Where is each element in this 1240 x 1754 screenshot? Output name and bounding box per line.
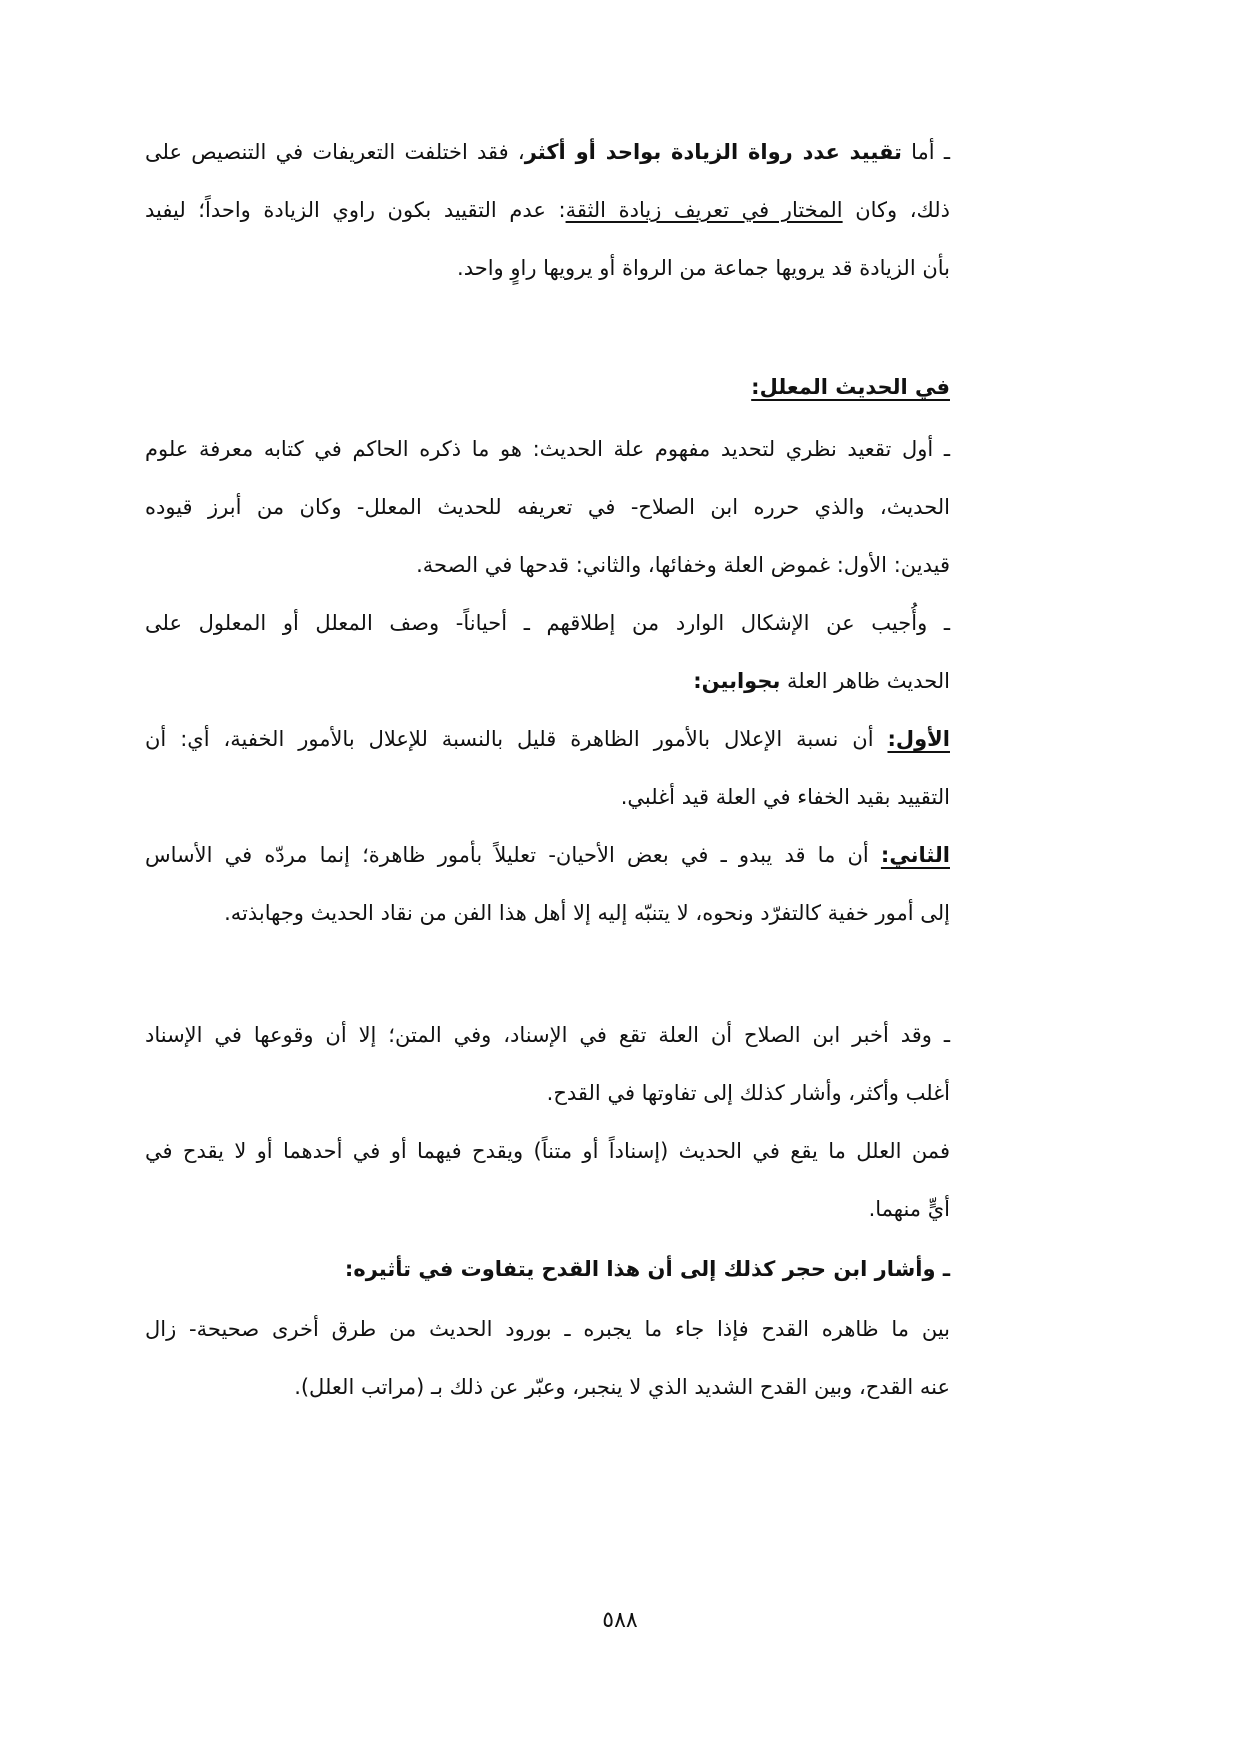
text-line bbox=[145, 550, 950, 580]
text-segment: إلى أمور خفية كالتفرّد ونحوه، لا يتنبّه إليه إلا أهل هذا الفن من نقاد الحديث وجهابذته. bbox=[224, 901, 950, 925]
text-segment: الأول: bbox=[887, 727, 950, 751]
text-segment: ، فقد اختلفت التعريفات في التنصيص على bbox=[145, 140, 525, 164]
section-heading bbox=[145, 372, 950, 402]
text-segment: الثاني: bbox=[880, 843, 950, 867]
text-line bbox=[145, 782, 950, 812]
text-segment: بجوابين: bbox=[693, 669, 781, 693]
text-segment: المختار في تعريف زيادة الثقة bbox=[565, 198, 843, 222]
text-segment: بأن الزيادة قد يرويها جماعة من الرواة أو يرويها راوٍ واحد. bbox=[457, 256, 950, 280]
text-segment: ـ وأُجيب عن الإشكال الوارد من إطلاقهم ـ أحياناً- وصف المعلل أو المعلول على bbox=[145, 611, 950, 635]
text-segment: ـ وقد أخبر ابن الصلاح أن العلة تقع في الإسناد، وفي المتن؛ إلا أن وقوعها في الإسناد bbox=[145, 1023, 950, 1047]
text-segment: : عدم التقييد بكون راوي الزيادة واحداً؛ ليفيد bbox=[145, 198, 566, 222]
page-number: ٥٨٨ bbox=[602, 1608, 638, 1633]
text-segment: الحديث ظاهر العلة bbox=[780, 669, 950, 693]
text-line bbox=[145, 840, 950, 870]
text-line bbox=[145, 253, 950, 283]
text-line bbox=[145, 724, 950, 754]
text-line bbox=[145, 608, 950, 638]
text-segment: بين ما ظاهره القدح فإذا جاء ما يجبره ـ بورود الحديث من طرق أخرى صحيحة- زال bbox=[145, 1317, 950, 1341]
text-segment: أن ما قد يبدو ـ في بعض الأحيان- تعليلاً بأمور ظاهرة؛ إنما مردّه في الأساس bbox=[145, 843, 881, 867]
text-line bbox=[145, 195, 950, 225]
text-segment: ـ وأشار ابن حجر كذلك إلى أن هذا القدح يتفاوت في تأثيره: bbox=[344, 1257, 950, 1281]
text-segment: الحديث، والذي حرره ابن الصلاح- في تعريفه للحديث المعلل- وكان من أبرز قيوده bbox=[145, 495, 950, 519]
text-segment: ـ أول تقعيد نظري لتحديد مفهوم علة الحديث: هو ما ذكره الحاكم في كتابه معرفة علوم bbox=[145, 437, 950, 461]
text-segment: قيدين: الأول: غموض العلة وخفائها، والثاني: قدحها في الصحة. bbox=[416, 553, 950, 577]
text-line bbox=[145, 1194, 950, 1224]
text-line bbox=[145, 898, 950, 928]
text-line bbox=[145, 1372, 950, 1402]
text-segment: تقييد عدد رواة الزيادة بواحد أو أكثر bbox=[524, 140, 902, 164]
text-line bbox=[145, 434, 950, 464]
text-segment: أن نسبة الإعلال بالأمور الظاهرة قليل بالنسبة للإعلال بالأمور الخفية، أي: أن bbox=[145, 727, 888, 751]
text-line bbox=[145, 666, 950, 696]
text-segment: فمن العلل ما يقع في الحديث (إسناداً أو متناً) ويقدح فيهما أو في أحدهما أو لا يقدح في bbox=[145, 1139, 950, 1163]
text-line bbox=[145, 137, 950, 167]
text-segment: أغلب وأكثر، وأشار كذلك إلى تفاوتها في القدح. bbox=[546, 1081, 950, 1105]
text-line bbox=[145, 1254, 950, 1284]
text-line bbox=[145, 1136, 950, 1166]
text-segment: عنه القدح، وبين القدح الشديد الذي لا ينجبر، وعبّر عن ذلك بـ (مراتب العلل). bbox=[294, 1375, 950, 1399]
text-line bbox=[145, 1314, 950, 1344]
text-segment: ـ أما bbox=[901, 140, 951, 164]
text-segment: أيٍّ منهما. bbox=[868, 1197, 950, 1221]
text-segment: في الحديث المعلل: bbox=[751, 375, 950, 399]
text-line bbox=[145, 1020, 950, 1050]
text-line bbox=[145, 492, 950, 522]
text-line bbox=[145, 1078, 950, 1108]
text-segment: التقييد بقيد الخفاء في العلة قيد أغلبي. bbox=[620, 785, 950, 809]
text-segment: ذلك، وكان bbox=[842, 198, 950, 222]
